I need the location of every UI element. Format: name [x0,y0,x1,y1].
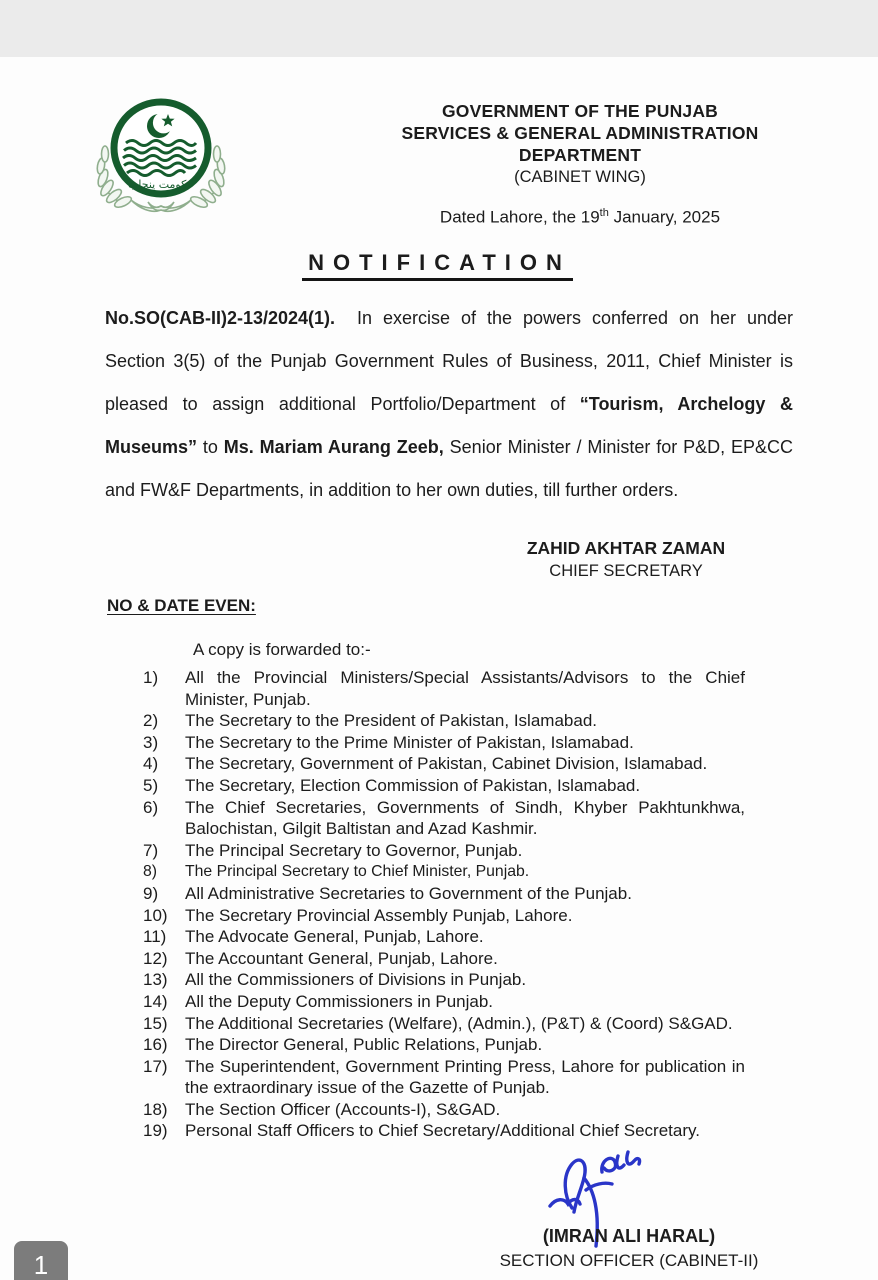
item-text: The Secretary Provincial Assembly Punjab, Lahore. [185,905,573,925]
distribution-item [143,1056,745,1099]
logo-urdu-calligraphy: حکومت پنجاب [128,178,194,191]
item-number: 13) [143,970,168,990]
distribution-item [143,667,745,710]
signatory-name: ZAHID AKHTAR ZAMAN [526,538,726,558]
distribution-item [143,753,745,775]
portfolio-name-bold: “Tourism, Archelogy & Museums” [105,394,793,457]
item-number: 18) [143,1099,168,1119]
item-text: The Additional Secretaries (Welfare), (Admin.), (P&T) & (Coord) S&GAD. [185,1013,733,1033]
date-text-tail: January, 2025 [608,207,721,227]
item-number: 11) [143,927,167,947]
distribution-item [143,732,745,754]
item-text: The Chief Secretaries, Governments of Sindh, Khyber Pakhtunkhwa, Balochistan, Gilgit Baltistan and Azad Kashmir. [185,797,745,839]
distribution-item [143,926,745,948]
item-text: The Secretary, Election Commission of Pakistan, Islamabad. [185,775,641,795]
distribution-item [143,1013,745,1035]
punjab-government-crest-logo [93,96,229,214]
item-number: 15) [143,1013,168,1033]
footer-signatory-block [464,1224,794,1273]
distribution-item [143,861,745,883]
item-text: The Secretary to the President of Pakistan, Islamabad. [185,711,597,731]
item-number: 7) [143,840,159,860]
item-number: 5) [143,775,159,795]
signatory-designation: CHIEF SECRETARY [549,562,703,580]
item-text: The Accountant General, Punjab, Lahore. [185,948,498,968]
no-date-even-heading: NO & DATE EVEN: [107,596,256,615]
item-number: 19) [143,1121,168,1141]
item-number: 6) [143,797,159,817]
footer-signatory-designation: SECTION OFFICER (CABINET-II) [499,1251,759,1270]
minister-name-bold: Ms. Mariam Aurang Zeeb, [223,437,444,457]
distribution-item [143,840,745,862]
page-title: NOTIFICATION [302,250,573,281]
item-text: The Secretary to the Prime Minister of Pakistan, Islamabad. [185,732,634,752]
distribution-item [143,797,745,840]
distribution-item [143,1099,745,1121]
item-text: The Section Officer (Accounts-I), S&GAD. [185,1099,501,1119]
item-number: 17) [143,1056,168,1076]
org-name-line3: DEPARTMENT [518,145,642,165]
item-number: 9) [143,883,159,903]
distribution-item [143,948,745,970]
org-wing-line: (CABINET WING) [514,168,646,186]
item-text: All Administrative Secretaries to Government of the Punjab. [185,883,632,903]
item-number: 2) [143,711,159,731]
item-text: The Secretary, Government of Pakistan, Cabinet Division, Islamabad. [185,754,708,774]
reference-number: No.SO(CAB-II)2-13/2024(1). [105,308,336,328]
paragraph-connector: to [197,437,224,457]
item-text: The Principal Secretary to Governor, Punjab. [185,840,523,860]
distribution-item [143,991,745,1013]
distribution-item [143,1034,745,1056]
distribution-list [143,667,745,1142]
item-text: All the Commissioners of Divisions in Punjab. [185,970,527,990]
item-number: 12) [143,948,168,968]
distribution-item [143,775,745,797]
distribution-item [143,1120,745,1142]
viewer-top-strip [0,0,878,57]
item-number: 3) [143,732,159,752]
notification-paragraph [105,297,793,512]
distribution-item [143,710,745,732]
paragraph-closing: Senior Minister / Minister for P&D, EP&CC and FW&F Departments, in addition to her own duties, till further orders. [105,437,793,500]
page-number: 1 [33,1249,49,1280]
item-text: Personal Staff Officers to Chief Secretary/Additional Chief Secretary. [185,1121,700,1141]
date-line [370,207,790,228]
date-ordinal-suffix: th [599,207,609,219]
date-text: Dated Lahore, the 19 [439,207,600,227]
item-text: The Director General, Public Relations, Punjab. [185,1035,543,1055]
item-number: 14) [143,991,168,1011]
item-text: All the Deputy Commissioners in Punjab. [185,991,494,1011]
item-text: The Principal Secretary to Chief Minister, Punjab. [185,863,530,881]
distribution-item [143,969,745,991]
distribution-item [143,883,745,905]
org-name-line2: SERVICES & GENERAL ADMINISTRATION [401,123,759,143]
title-row [105,250,770,281]
footer-signatory-name: (IMRAN ALI HARAL) [542,1226,716,1246]
item-number: 8) [143,863,158,881]
item-number: 1) [143,668,159,687]
letterhead-block [370,100,790,188]
copy-forwarded-line: A copy is forwarded to:- [193,640,371,659]
org-name-line1: GOVERNMENT OF THE PUNJAB [441,101,719,121]
distribution-item [143,905,745,927]
item-text: All the Provincial Ministers/Special Assistants/Advisors to the Chief Minister, Punjab. [185,668,745,709]
page-number-badge [14,1241,68,1280]
item-text: The Superintendent, Government Printing Press, Lahore for publication in the extraordinary issue of the Gazette of Punjab. [185,1056,745,1098]
item-text: The Advocate General, Punjab, Lahore. [185,927,484,947]
item-number: 10) [143,905,168,925]
paragraph-opening: In exercise of the powers conferred on her under Section 3(5) of the Punjab Government Rules of Business, 2011, Chief Minister is pleased to assign additional Portfolio/Department of [105,308,793,414]
item-number: 16) [143,1035,168,1055]
signatory-block [466,537,786,583]
item-number: 4) [143,754,159,774]
